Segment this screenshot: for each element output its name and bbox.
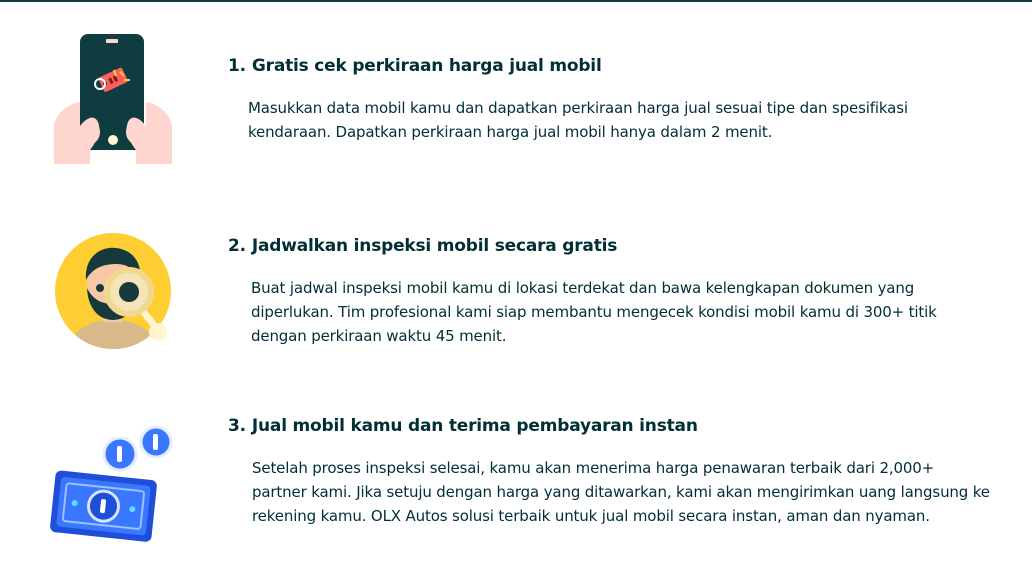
step-2-description: Buat jadwal inspeksi mobil kamu di lokasi terdekat dan bawa kelengkapan dokumen yang diperlukan. Tim profesional kami siap membantu mengecek kondisi mobil kamu di 300+ titik dengan perkiraan waktu 45 menit. bbox=[251, 279, 937, 345]
step-1-number: 1. bbox=[228, 56, 246, 76]
step-1-title-text: Gratis cek perkiraan harga jual mobil bbox=[251, 56, 602, 76]
phone-in-hands-icon bbox=[50, 32, 176, 166]
step-1-title bbox=[228, 56, 602, 76]
step-2-number: 2. bbox=[228, 236, 246, 256]
step-2-title-text: Jadwalkan inspeksi mobil secara gratis bbox=[251, 236, 618, 256]
step-3-title bbox=[228, 416, 698, 436]
step-3-title-text: Jual mobil kamu dan terima pembayaran instan bbox=[251, 416, 698, 436]
step-1-description: Masukkan data mobil kamu dan dapatkan perkiraan harga jual sesuai tipe dan spesifikasi kendaraan. Dapatkan perkiraan harga jual mobil hanya dalam 2 menit. bbox=[248, 99, 908, 141]
step-2-title bbox=[228, 236, 617, 256]
step-3-description: Setelah proses inspeksi selesai, kamu akan menerima harga penawaran terbaik dari 2,000+ partner kami. Jika setuju dengan harga yang ditawarkan, kami akan mengirimkan uang langsung ke rekening kamu. OLX Autos solusi terbaik untuk jual mobil secara instan, aman dan nyaman. bbox=[252, 459, 990, 525]
inspector-magnifier-icon bbox=[50, 228, 176, 362]
step-3-number: 3. bbox=[228, 416, 246, 436]
money-coins-icon bbox=[50, 422, 176, 556]
